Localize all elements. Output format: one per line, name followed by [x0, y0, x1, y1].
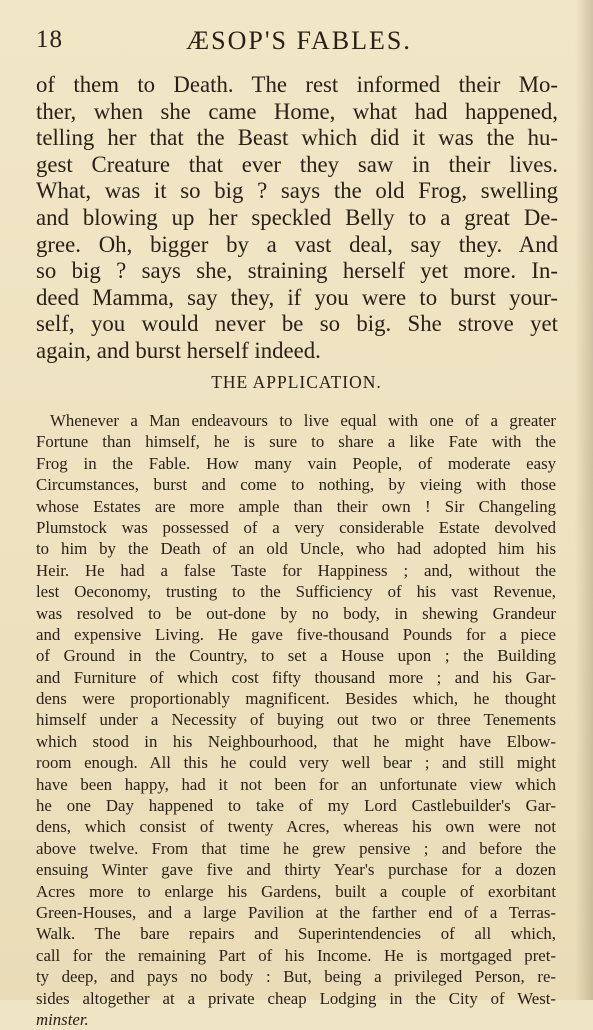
application-line: Frog in the Fable. How many vain People, of moderate easy: [36, 453, 556, 473]
application-line: dens, which consist of twenty Acres, whereas his own were not: [36, 817, 556, 837]
application-line: Walk. The bare repairs and Superintendencies of all which,: [36, 924, 556, 944]
fable-line: telling her that the Beast which did it was the hu-: [36, 125, 558, 151]
application-body: [36, 410, 556, 1030]
page-number: 18: [36, 26, 63, 53]
fable-line: gest Creature that ever they saw in their lives.: [36, 151, 558, 177]
application-line: lest Oeconomy, trusting to the Sufficiency of his vast Revenue,: [36, 582, 556, 602]
fable-line: gree. Oh, bigger by a vast deal, say they. And: [36, 231, 558, 257]
fable-line: of them to Death. The rest informed their Mo-: [36, 72, 558, 97]
application-line: call for the remaining Part of his Income. He is mortgaged pret-: [36, 945, 556, 965]
application-line: himself under a Necessity of buying out two or three Tenements: [36, 710, 556, 730]
application-line: Plumstock was possessed of a very considerable Estate devolved: [36, 517, 556, 537]
application-line: Heir. He had a false Taste for Happiness ; and, without the: [36, 560, 556, 580]
application-line: ty deep, and pays no body : But, being a privileged Person, re-: [36, 967, 556, 987]
application-line: room enough. All this he could very well bear ; and still might: [36, 753, 556, 773]
application-line: whose Estates are more ample than their own ! Sir Changeling: [36, 496, 556, 516]
fable-line: ther, when she came Home, what had happened,: [36, 98, 558, 124]
application-line: Whenever a Man endeavours to live equal with one of a greater: [50, 411, 556, 430]
application-line: which stood in his Neighbourhood, that he might have Elbow-: [36, 731, 556, 751]
application-heading: THE APPLICATION.: [211, 372, 382, 392]
application-line: above twelve. From that time he grew pensive ; and before the: [36, 838, 556, 858]
application-line: dens were proportionably magnificent. Besides which, he thought: [36, 689, 556, 709]
application-line: sides altogether at a private cheap Lodging in the City of West-: [36, 988, 556, 1008]
application-line: and expensive Living. He gave five-thousand Pounds for a piece: [36, 624, 556, 644]
fable-line: What, was it so big ? says the old Frog, swelling: [36, 178, 558, 204]
application-line: Circumstances, burst and come to nothing, by vieing with those: [36, 475, 556, 495]
fable-line: and blowing up her speckled Belly to a great De-: [36, 204, 558, 230]
fable-line: deed Mamma, say they, if you were to burst your-: [36, 284, 558, 310]
fable-body: [36, 72, 558, 365]
fable-line: so big ? says she, straining herself yet more. In-: [36, 258, 558, 284]
application-line: Green-Houses, and a large Pavilion at the farther end of a Terras-: [36, 902, 556, 922]
fable-line: again, and burst herself indeed.: [36, 337, 321, 363]
application-line: to him by the Death of an old Uncle, who had adopted him his: [36, 539, 556, 559]
application-line: minster.: [36, 1009, 89, 1029]
application-line: was resolved to be out-done by no body, in shewing Grandeur: [36, 603, 556, 623]
running-head: ÆSOP'S FABLES.: [186, 26, 412, 55]
application-line: Acres more to enlarge his Gardens, built a couple of exorbitant: [36, 881, 556, 901]
application-line: ensuing Winter gave five and thirty Year's purchase for a dozen: [36, 860, 556, 880]
application-line: and Furniture of which cost fifty thousand more ; and his Gar-: [36, 667, 556, 687]
page-edge-shadow: [575, 0, 593, 1000]
application-line: Fortune than himself, he is sure to share a like Fate with the: [36, 432, 556, 452]
application-line: he one Day happened to take of my Lord Castlebuilder's Gar-: [36, 796, 556, 816]
page-header: [36, 26, 556, 60]
application-line: of Ground in the Country, to set a House upon ; the Building: [36, 646, 556, 666]
application-line: have been happy, had it not been for an unfortunate view which: [36, 774, 556, 794]
fable-line: self, you would never be so big. She strove yet: [36, 311, 558, 337]
